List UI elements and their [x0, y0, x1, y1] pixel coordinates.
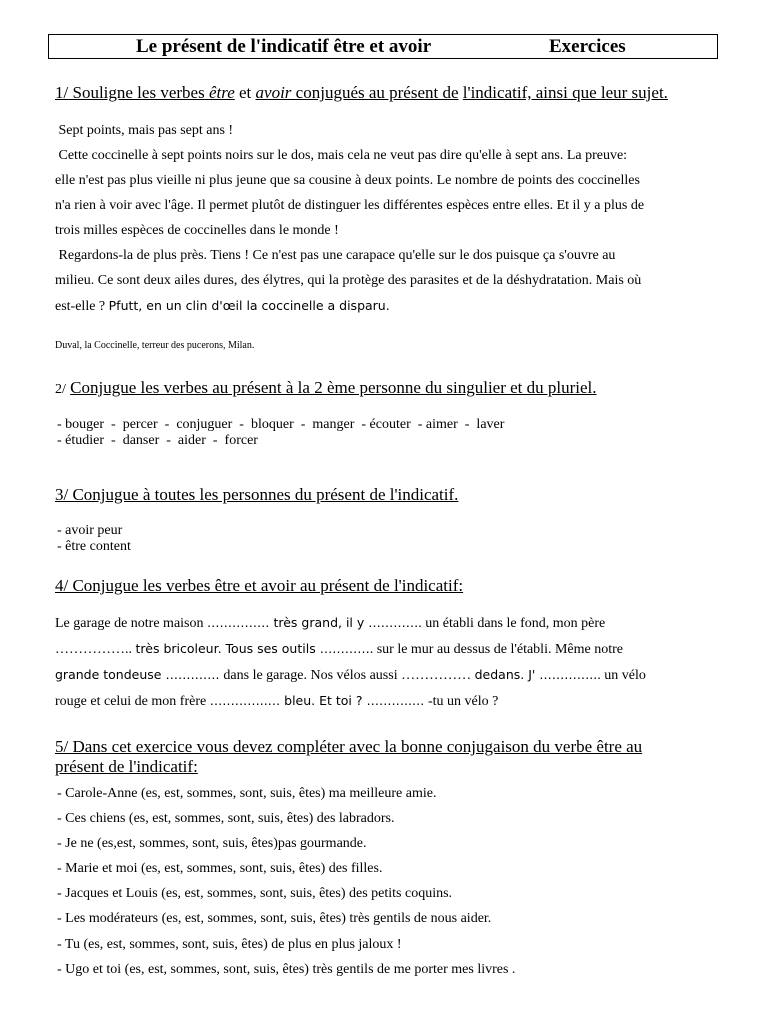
ex4-instruction: 4/ Conjugue les verbes être et avoir au présent de l'indicatif:	[55, 576, 464, 595]
ex4-text-line: Le garage de notre maison …………… très grand, il y …………. un établi dans le fond, mon père	[55, 615, 606, 631]
ex1-text-line-last: est-elle ? Pfutt, en un clin d'œil la coccinelle a disparu.	[55, 298, 390, 314]
ex2-instruction: 2/ Conjugue les verbes au présent à la 2 ème personne du singulier et du pluriel.	[55, 378, 597, 397]
list-item: - être content	[57, 539, 131, 554]
ex4-text-line: …………….. très bricoleur. Tous ses outils …………. sur le mur au dessus de l'établi. Même notre	[55, 641, 623, 657]
ex2-verbs-line: - bouger - percer - conjuguer - bloquer - manger - écouter - aimer - laver	[57, 417, 505, 432]
ex1-text-line: milieu. Ce sont deux ailes dures, des élytres, qui la protège des parasites et de la déshydratation. Mais où	[55, 273, 642, 288]
ex1-instruction: 1/ Souligne les verbes être et avoir conjugués au présent de l'indicatif, ainsi que leur sujet.	[55, 83, 668, 102]
list-item: - Ugo et toi (es, est, sommes, sont, suis, êtes) très gentils de me porter mes livres .	[57, 961, 516, 977]
list-item: - Jacques et Louis (es, est, sommes, sont, suis, êtes) des petits coquins.	[57, 886, 453, 902]
exercises-label: Exercices	[549, 36, 626, 57]
list-item: - Carole-Anne (es, est, sommes, sont, suis, êtes) ma meilleure amie.	[57, 786, 437, 801]
ex1-text-line: Regardons-la de plus près. Tiens ! Ce n'est pas une carapace qu'elle sur le dos puisque ça s'ouvre au	[55, 248, 616, 263]
ex3-instruction: 3/ Conjugue à toutes les personnes du présent de l'indicatif.	[55, 485, 459, 504]
list-item: - Ces chiens (es, est, sommes, sont, suis, êtes) des labradors.	[57, 811, 395, 827]
list-item: - Marie et moi (es, est, sommes, sont, suis, êtes) des filles.	[57, 861, 383, 877]
page-title: Le présent de l'indicatif être et avoir	[136, 36, 432, 57]
ex2-verbs-line: - étudier - danser - aider - forcer	[57, 433, 258, 448]
ex5-instruction-line: 5/ Dans cet exercice vous devez compléter avec la bonne conjugaison du verbe être au	[55, 737, 643, 756]
ex4-text-line: rouge et celui de mon frère …………..… bleu. Et toi ? ………..… -tu un vélo ?	[55, 693, 499, 709]
list-item: - Tu (es, est, sommes, sont, suis, êtes) de plus en plus jaloux !	[57, 936, 402, 952]
ex4-text	[55, 610, 715, 714]
ex4-text-line: grande tondeuse …………. dans le garage. Nos vélos aussi …………… dedans. J' …………... un vélo	[55, 667, 646, 683]
source-credit: Duval, la Coccinelle, terreur des pucerons, Milan.	[55, 340, 255, 351]
ex1-text-line: elle n'est pas plus vieille ni plus jeune que sa cousine à deux points. Le nombre de points des coccinelles	[55, 173, 640, 188]
ex1-verb-avoir: avoir	[255, 83, 292, 102]
title-box	[48, 34, 718, 59]
ex1-text-line: trois milles espèces de coccinelles dans le monde !	[55, 223, 339, 238]
ex1-text-line: n'a rien à voir avec l'âge. Il permet plutôt de distinguer les différentes espèces entre elles. Et il y a plus de	[55, 198, 645, 213]
ex1-text-line: Sept points, mais pas sept ans !	[55, 123, 234, 138]
ex3-list	[57, 523, 131, 555]
list-item: - Je ne (es,est, sommes, sont, suis, êtes)pas gourmande.	[57, 836, 367, 852]
list-item: - Les modérateurs (es, est, sommes, sont, suis, êtes) très gentils de nous aider.	[57, 911, 492, 927]
ex5-instruction-line: présent de l'indicatif:	[55, 757, 198, 776]
ex2-number: 2/	[55, 382, 66, 397]
ex1-verb-etre: être	[208, 83, 235, 102]
ex1-text	[55, 118, 715, 319]
ex1-text-line: Cette coccinelle à sept points noirs sur le dos, mais cela ne veut pas dire qu'elle à sept ans. La preuve:	[55, 148, 628, 163]
list-item: - avoir peur	[57, 523, 123, 538]
ex5-list	[57, 781, 515, 982]
ex1-number: 1/	[55, 83, 69, 102]
